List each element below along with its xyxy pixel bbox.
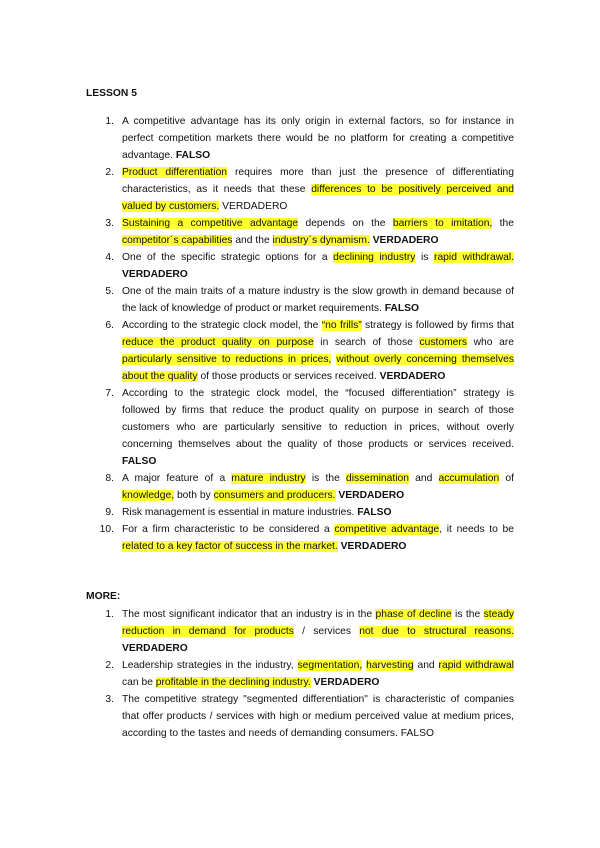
answer-label: FALSO xyxy=(384,303,420,314)
list-item xyxy=(86,521,514,555)
item-number: 6. xyxy=(105,320,114,331)
highlighted-text: rapid withdrawal xyxy=(438,660,514,671)
item-text xyxy=(122,657,514,691)
highlighted-text: industry´s dynamism. xyxy=(272,235,370,246)
item-number: 2. xyxy=(105,167,114,178)
text-run: and xyxy=(408,473,439,484)
item-text xyxy=(122,215,514,249)
highlighted-text: profitable in the declining industry. xyxy=(155,677,311,688)
highlighted-text: mature industry xyxy=(231,473,306,484)
highlighted-text: dissemination xyxy=(346,473,409,484)
item-number: 8. xyxy=(105,473,114,484)
answer-label: VERDADERO xyxy=(313,677,380,688)
item-text xyxy=(122,521,514,555)
highlighted-text: harvesting xyxy=(366,660,414,671)
item-text xyxy=(122,691,514,742)
list-item xyxy=(86,283,514,317)
text-run: Leadership strategies in the industry, xyxy=(122,660,298,671)
highlighted-text: phase of decline xyxy=(375,609,452,620)
highlighted-text: steady reduction in demand for products xyxy=(122,609,514,637)
answer-label: VERDADERO xyxy=(338,490,405,501)
answer-label: VERDADERO xyxy=(340,541,407,552)
list-item xyxy=(86,504,514,521)
highlighted-text: competitive advantage xyxy=(334,524,440,535)
highlighted-text: “no frills” xyxy=(321,320,362,331)
text-run: One of the specific strategic options for a xyxy=(122,252,334,263)
item-number: 10. xyxy=(99,524,114,535)
text-run: the xyxy=(492,218,514,229)
text-run: depends on the xyxy=(298,218,393,229)
answer-label: VERDADERO xyxy=(372,235,439,246)
highlighted-text: not due to structural reasons. xyxy=(359,626,514,637)
text-run: of xyxy=(499,473,514,484)
item-number: 9. xyxy=(105,507,114,518)
item-text xyxy=(122,113,514,164)
text-run: VERDADERO xyxy=(219,201,288,212)
highlighted-text: reduce the product quality on purpose xyxy=(122,337,314,348)
item-text xyxy=(122,504,514,521)
item-text xyxy=(122,249,514,283)
list-item xyxy=(86,113,514,164)
text-run: can be xyxy=(122,677,156,688)
highlighted-text: particularly sensitive to reductions in prices, xyxy=(122,354,332,365)
list-item xyxy=(86,249,514,283)
highlighted-text: related to a key factor of success in the market. xyxy=(122,541,338,552)
list-item xyxy=(86,606,514,657)
text-run: According to the strategic clock model, the “focused differentiation” strategy is followed by firms that reduce the product quality on purpose in search of those customers who are particularly sensitive to reduction in prices, without overly concerning themselves about the quality of those products or services received. xyxy=(122,388,514,450)
answer-label: VERDADERO xyxy=(122,269,188,280)
item-text xyxy=(122,283,514,317)
item-number: 7. xyxy=(105,388,114,399)
text-run: is the xyxy=(451,609,484,620)
highlighted-text: accumulation xyxy=(438,473,500,484)
text-run: who are xyxy=(466,337,514,348)
highlighted-text: barriers to imitation, xyxy=(392,218,493,229)
text-run: According to the strategic clock model, the xyxy=(122,320,322,331)
list-item xyxy=(86,691,514,742)
answer-label: FALSO xyxy=(122,456,157,467)
text-run: The most significant indicator that an industry is in the xyxy=(122,609,376,620)
highlighted-text: knowledge, xyxy=(122,490,175,501)
list-item xyxy=(86,385,514,470)
highlighted-text: competitor´s capabilities xyxy=(122,235,233,246)
answer-label: VERDADERO xyxy=(122,643,188,654)
item-number: 2. xyxy=(105,660,114,671)
highlighted-text: segmentation, xyxy=(297,660,363,671)
list-item xyxy=(86,657,514,691)
item-text xyxy=(122,317,514,385)
text-run: , it needs to be xyxy=(439,524,514,535)
answer-label: VERDADERO xyxy=(379,371,446,382)
highlighted-text: without overly concerning themselves about the quality xyxy=(122,354,514,382)
highlighted-text: declining industry xyxy=(333,252,416,263)
highlighted-text: consumers and producers. xyxy=(213,490,336,501)
list-item xyxy=(86,317,514,385)
highlighted-text: rapid withdrawal. xyxy=(434,252,515,263)
text-run: is xyxy=(415,252,435,263)
text-run: The competitive strategy "segmented differentiation" is characteristic of companies that offer products / services with high or medium perceived value at medium prices, according to the tastes and needs of demanding consumers. FALSO xyxy=(122,694,514,739)
text-run: and xyxy=(413,660,439,671)
more-question-list xyxy=(86,606,514,742)
text-run: strategy is followed by firms that xyxy=(361,320,514,331)
list-item xyxy=(86,470,514,504)
highlighted-text: Sustaining a competitive advantage xyxy=(122,218,299,229)
item-number: 1. xyxy=(105,609,114,620)
lesson-question-list xyxy=(86,113,514,555)
highlighted-text: customers xyxy=(419,337,467,348)
item-text xyxy=(122,385,514,470)
item-number: 1. xyxy=(105,116,114,127)
item-text xyxy=(122,164,514,215)
text-run: both by xyxy=(174,490,214,501)
more-heading: MORE: xyxy=(86,591,121,602)
text-run: A major feature of a xyxy=(122,473,232,484)
answer-label: FALSO xyxy=(175,150,211,161)
list-item xyxy=(86,164,514,215)
item-number: 3. xyxy=(105,694,114,705)
item-number: 5. xyxy=(105,286,114,297)
text-run: of those products or services received. xyxy=(197,371,380,382)
list-item xyxy=(86,215,514,249)
item-text xyxy=(122,606,514,657)
highlighted-text: Product differentiation xyxy=(122,167,228,178)
text-run: / services xyxy=(293,626,360,637)
text-run: in search of those xyxy=(313,337,420,348)
text-run: Risk management is essential in mature industries. xyxy=(122,507,358,518)
text-run: is the xyxy=(305,473,346,484)
lesson-heading: LESSON 5 xyxy=(86,88,137,99)
text-run: One of the main traits of a mature industry is the slow growth in demand because of the lack of knowledge of product or market requirements. xyxy=(122,286,514,314)
text-run: and the xyxy=(232,235,273,246)
text-run: For a firm characteristic to be considered a xyxy=(122,524,335,535)
item-number: 3. xyxy=(105,218,114,229)
text-run: A competitive advantage has its only origin in external factors, so for instance in perfect competition markets there would be no platform for creating a competitive advantage. xyxy=(122,116,514,161)
text-run: requires more than just the presence of differentiating characteristics, as it needs that these xyxy=(122,167,514,195)
answer-label: FALSO xyxy=(357,507,392,518)
item-text xyxy=(122,470,514,504)
item-number: 4. xyxy=(105,252,114,263)
highlighted-text: differences to be positively perceived and valued by customers. xyxy=(122,184,515,212)
